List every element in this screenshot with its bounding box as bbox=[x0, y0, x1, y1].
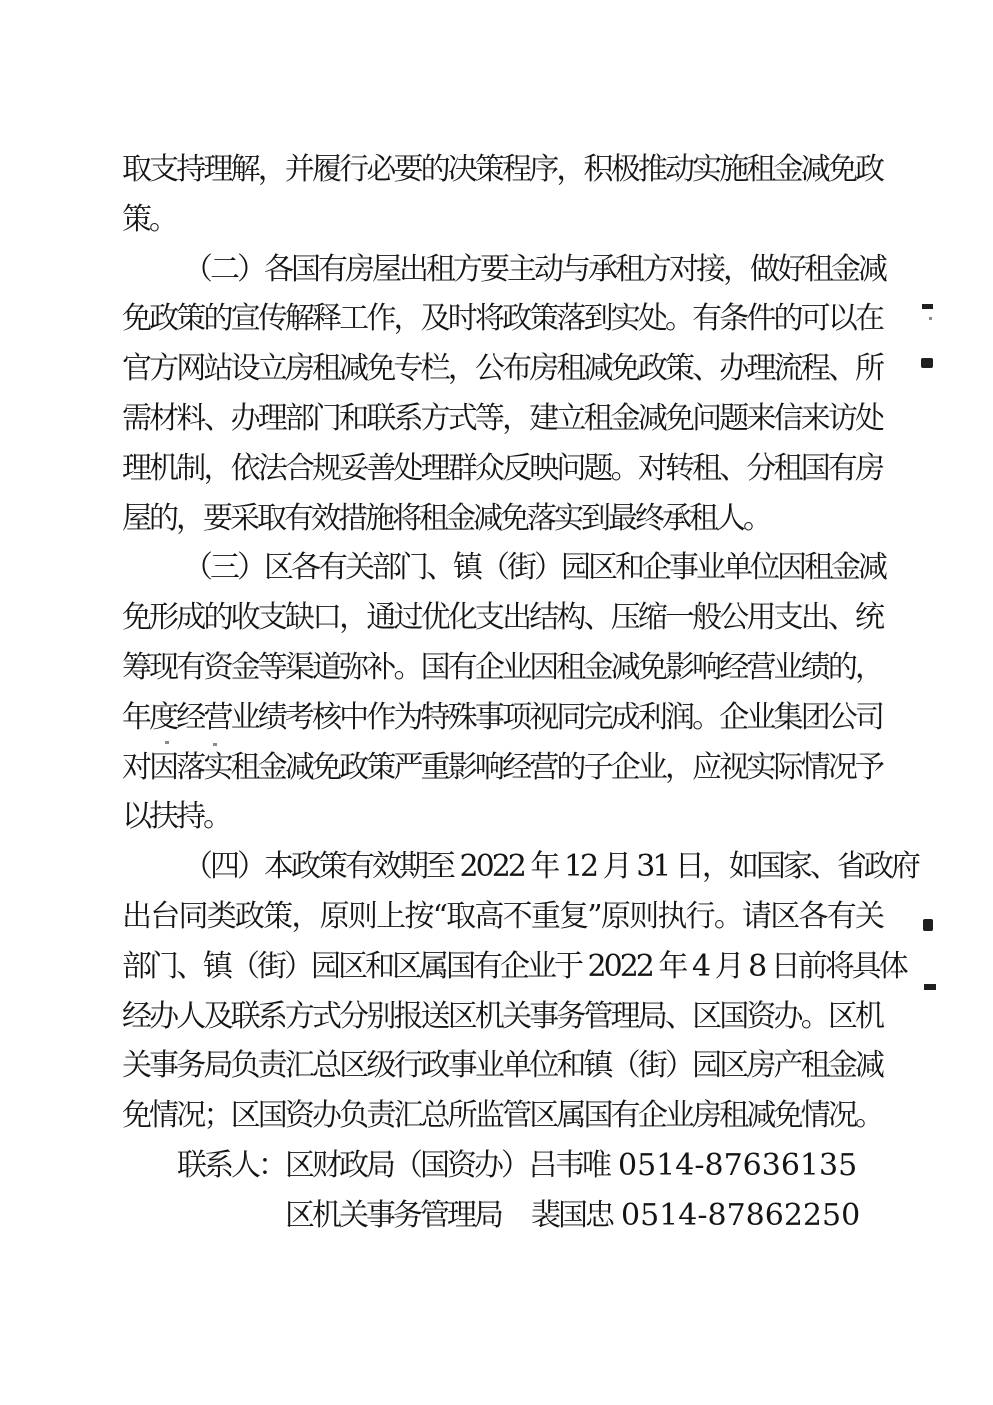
scan-speck bbox=[924, 984, 936, 990]
contact-org: 区机关事务管理局 bbox=[285, 1197, 501, 1233]
scan-speck bbox=[165, 741, 169, 744]
document-line: 需材料、办理部门和联系方式等，建立租金减免问题来信来访处 bbox=[122, 400, 882, 436]
document-line: （三）区各有关部门、镇（街）园区和企事业单位因租金减 bbox=[183, 550, 885, 586]
paragraph-continuation bbox=[122, 145, 882, 245]
contact-phone: 0514-87636135 bbox=[618, 1147, 858, 1183]
document-line: 理机制，依法合规妥善处理群众反映问题。对转租、分租国有房 bbox=[122, 450, 882, 486]
document-line: 官方网站设立房租减免专栏，公布房租减免政策、办理流程、所 bbox=[122, 351, 882, 387]
document-line: 筹现有资金等渠道弥补。国有企业因租金减免影响经营业绩的， bbox=[122, 649, 882, 685]
document-line: 关事务局负责汇总区级行政事业单位和镇（街）园区房产租金减 bbox=[122, 1048, 882, 1084]
contact-label: 联系人： bbox=[177, 1147, 285, 1183]
contact-block bbox=[122, 1141, 882, 1241]
document-line: 策。 bbox=[122, 201, 176, 237]
contact-person-name: 裴国忠 bbox=[531, 1197, 612, 1233]
contact-line-finance bbox=[122, 1141, 882, 1191]
document-line: 经办人及联系方式分别报送区机关事务管理局、区国资办。区机 bbox=[122, 998, 882, 1034]
document-line: （四）本政策有效期至 2022 年 12 月 31 日，如国家、省政府 bbox=[183, 849, 918, 885]
document-line: （二）各国有房屋出租方要主动与承租方对接，做好租金减 bbox=[183, 251, 885, 287]
document-line: 部门、镇（街）园区和区属国有企业于 2022 年 4 月 8 日前将具体 bbox=[122, 948, 906, 984]
scan-speck bbox=[922, 304, 933, 309]
document-line: 年度经营业绩考核中作为特殊事项视同完成利润。企业集团公司 bbox=[122, 699, 882, 735]
document-line: 取支持理解，并履行必要的决策程序，积极推动实施租金减免政 bbox=[122, 152, 882, 187]
document-line: 免政策的宣传解释工作，及时将政策落到实处。有条件的可以在 bbox=[122, 301, 882, 337]
contact-person-name: 吕韦唯 bbox=[528, 1147, 609, 1183]
paragraph-item-4 bbox=[122, 842, 918, 1141]
document-line: 屋的，要采取有效措施将租金减免落实到最终承租人。 bbox=[122, 500, 770, 536]
document-text-block bbox=[122, 145, 918, 1241]
contact-line-affairs bbox=[122, 1191, 882, 1241]
document-line: 免情况；区国资办负责汇总所监管区属国有企业房租减免情况。 bbox=[122, 1098, 882, 1134]
paragraph-item-2 bbox=[122, 245, 885, 544]
contact-org: 区财政局（国资办） bbox=[285, 1147, 528, 1183]
document-line: 对因落实租金减免政策严重影响经营的子企业，应视实际情况予 bbox=[122, 749, 882, 785]
scan-speck bbox=[929, 317, 932, 320]
document-line: 出台同类政策，原则上按“取高不重复”原则执行。请区各有关 bbox=[122, 898, 882, 934]
document-line: 以扶持。 bbox=[122, 799, 230, 835]
contact-phone: 0514-87862250 bbox=[621, 1197, 861, 1233]
scan-speck bbox=[923, 919, 933, 931]
scan-speck bbox=[213, 743, 217, 746]
paragraph-item-3 bbox=[122, 543, 885, 842]
document-line: 免形成的收支缺口，通过优化支出结构、压缩一般公用支出、统 bbox=[122, 600, 882, 636]
scan-speck bbox=[921, 358, 933, 368]
